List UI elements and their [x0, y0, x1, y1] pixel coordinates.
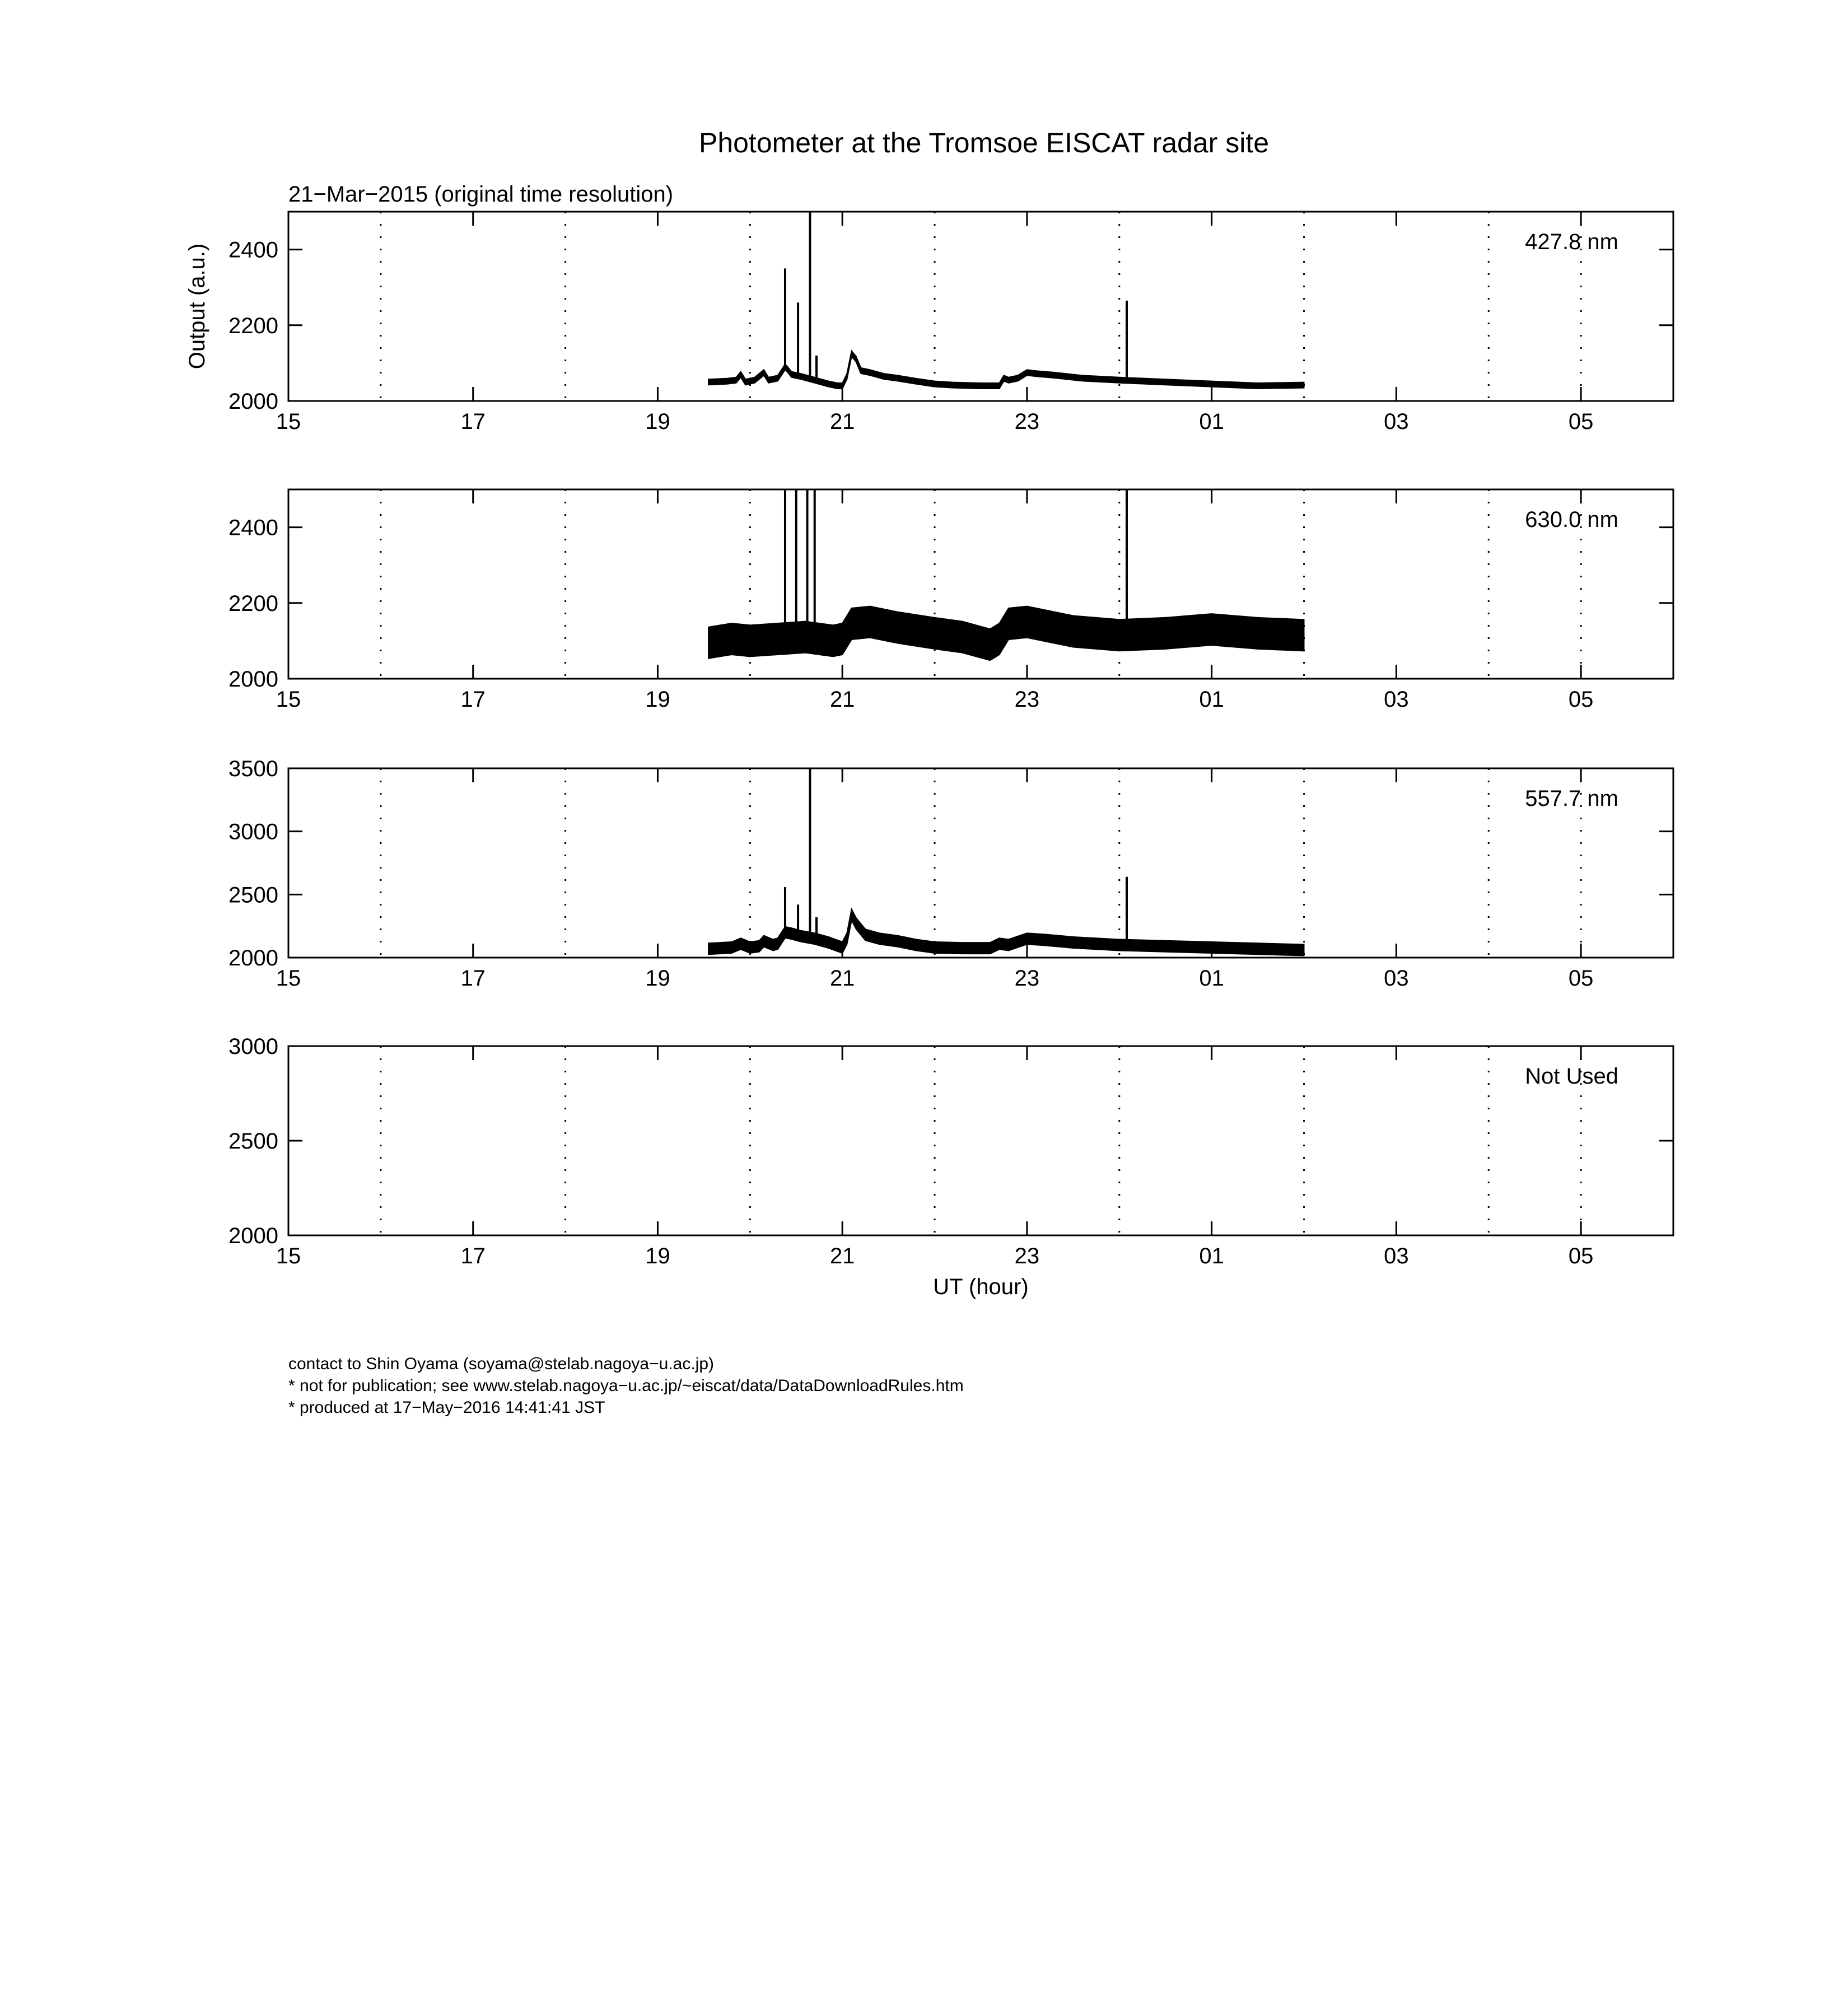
panel-label: 427.8 nm — [1525, 230, 1618, 254]
chart-panels — [185, 212, 1673, 1299]
panel-label: Not Used — [1525, 1064, 1618, 1089]
panel-label: 630.0 nm — [1525, 507, 1618, 532]
x-tick-label: 17 — [460, 966, 486, 991]
y-tick-label: 3500 — [228, 757, 278, 781]
x-tick-label: 19 — [645, 1244, 670, 1268]
x-tick-label: 15 — [276, 1244, 301, 1268]
x-tick-label: 15 — [276, 687, 301, 712]
x-tick-label: 05 — [1568, 687, 1594, 712]
y-tick-label: 2500 — [228, 883, 278, 908]
axes-frame — [288, 1046, 1673, 1235]
x-tick-label: 23 — [1014, 687, 1040, 712]
x-tick-label: 01 — [1199, 687, 1224, 712]
x-tick-label: 03 — [1384, 687, 1409, 712]
figure-subtitle: 21−Mar−2015 (original time resolution) — [288, 182, 674, 207]
panel-label: 557.7 nm — [1525, 786, 1618, 811]
x-tick-label: 19 — [645, 966, 670, 991]
chart-panel — [228, 489, 1673, 712]
footer-notes — [288, 1355, 964, 1417]
y-tick-label: 2400 — [228, 515, 278, 540]
x-tick-label: 03 — [1384, 1244, 1409, 1268]
x-tick-label: 03 — [1384, 966, 1409, 991]
axes-frame — [288, 212, 1673, 401]
y-tick-label: 2000 — [228, 946, 278, 970]
x-tick-label: 21 — [829, 687, 855, 712]
x-tick-label: 05 — [1568, 966, 1594, 991]
y-tick-label: 2000 — [228, 389, 278, 414]
x-tick-label: 21 — [829, 966, 855, 991]
y-tick-label: 2200 — [228, 313, 278, 338]
x-tick-label: 17 — [460, 409, 486, 434]
axes-frame — [288, 768, 1673, 958]
footer-contact: contact to Shin Oyama (soyama@stelab.nagoya−u.ac.jp) — [288, 1355, 715, 1373]
x-tick-label: 01 — [1199, 966, 1224, 991]
chart-panel — [228, 757, 1673, 991]
x-tick-label: 17 — [460, 687, 486, 712]
x-tick-label: 19 — [645, 409, 670, 434]
chart-panel — [185, 212, 1673, 434]
x-tick-label: 05 — [1568, 409, 1594, 434]
x-tick-label: 15 — [276, 409, 301, 434]
y-tick-label: 3000 — [228, 819, 278, 844]
y-tick-label: 2000 — [228, 667, 278, 692]
x-tick-label: 21 — [829, 409, 855, 434]
x-tick-label: 17 — [460, 1244, 486, 1268]
x-tick-label: 23 — [1014, 1244, 1040, 1268]
figure-title: Photometer at the Tromsoe EISCAT radar site — [698, 127, 1270, 158]
x-tick-label: 03 — [1384, 409, 1409, 434]
series-band — [708, 606, 1304, 661]
x-tick-label: 23 — [1014, 409, 1040, 434]
y-tick-label: 2200 — [228, 591, 278, 616]
footer-rules: * not for publication; see www.stelab.nagoya−u.ac.jp/~eiscat/data/DataDownloadRules.htm — [288, 1376, 964, 1395]
x-tick-label: 01 — [1199, 409, 1224, 434]
x-axis-label: UT (hour) — [933, 1275, 1029, 1299]
x-tick-label: 15 — [276, 966, 301, 991]
x-tick-label: 21 — [829, 1244, 855, 1268]
y-tick-label: 2000 — [228, 1224, 278, 1248]
footer-produced: * produced at 17−May−2016 14:41:41 JST — [288, 1398, 605, 1417]
x-tick-label: 01 — [1199, 1244, 1224, 1268]
y-axis-label: Output (a.u.) — [185, 243, 209, 370]
y-tick-label: 2400 — [228, 237, 278, 263]
x-tick-label: 19 — [645, 687, 670, 712]
y-tick-label: 2500 — [228, 1129, 278, 1154]
chart-panel — [228, 1034, 1673, 1299]
y-tick-label: 3000 — [228, 1034, 278, 1059]
x-tick-label: 23 — [1014, 966, 1040, 991]
x-tick-label: 05 — [1568, 1244, 1594, 1268]
